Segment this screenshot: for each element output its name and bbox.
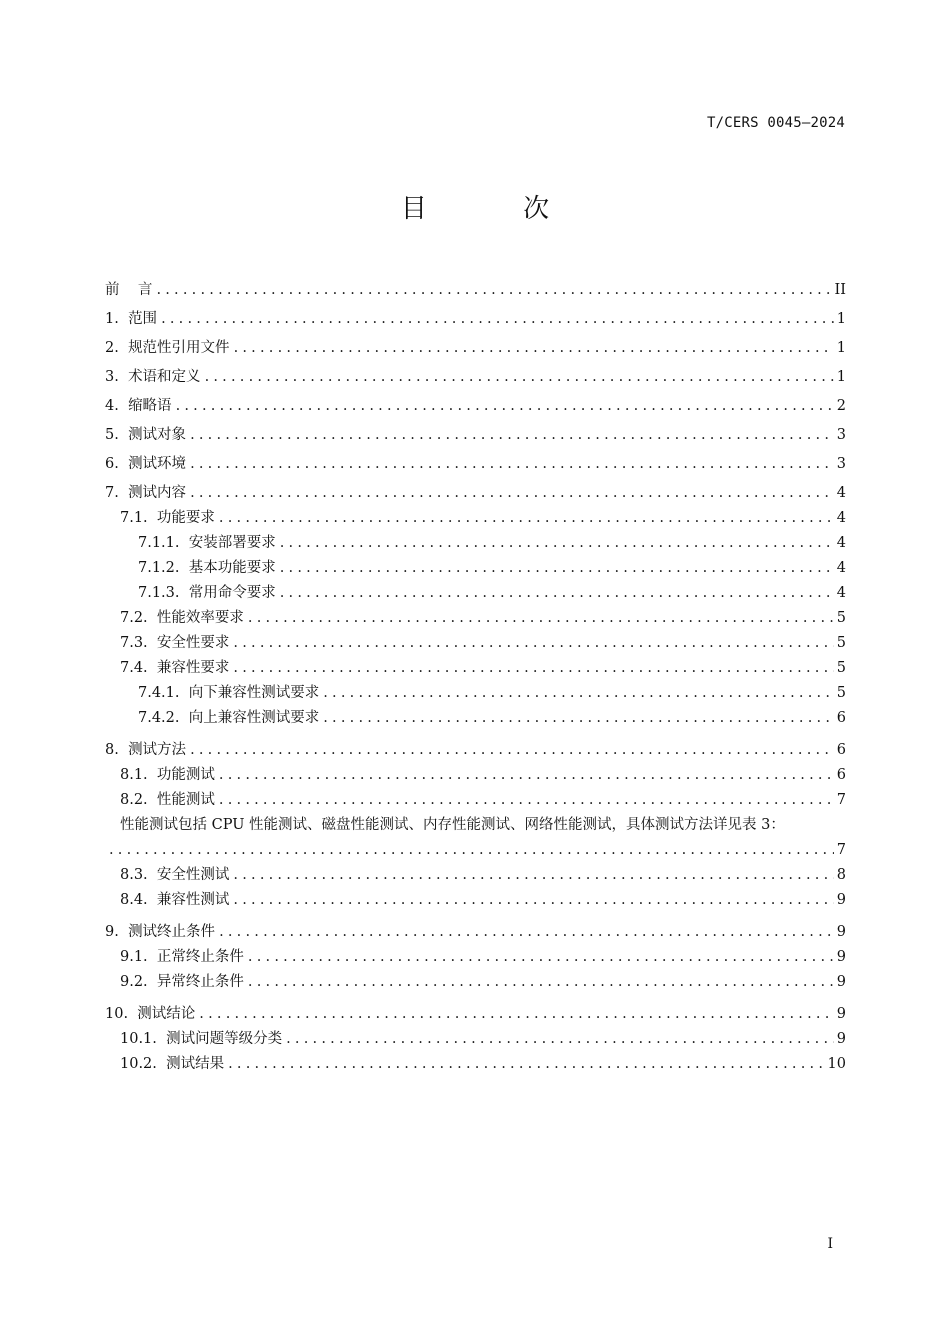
toc-entry-number: 6. <box>105 456 119 472</box>
toc-entry[interactable] <box>105 528 846 553</box>
toc-entry-page: 9 <box>836 949 846 965</box>
toc-entry-number: 1. <box>105 311 119 327</box>
toc-entry-number: 7.3. <box>120 635 148 651</box>
toc-entry-label: 功能测试 <box>156 767 215 783</box>
toc-entry-number: 4. <box>105 398 119 414</box>
toc-entry-spacer <box>157 1054 166 1074</box>
toc-entry-number: 10.2. <box>120 1056 157 1072</box>
toc-entry[interactable] <box>105 628 846 653</box>
toc-entry-page: 1 <box>836 340 846 356</box>
toc-entry-label: 异常终止条件 <box>156 974 244 990</box>
toc-entry-label: 性能效率要求 <box>156 610 244 626</box>
toc-entry[interactable] <box>105 271 846 300</box>
toc-entry-page: 9 <box>836 924 846 940</box>
toc-entry[interactable] <box>105 678 846 703</box>
toc-entry-spacer <box>148 947 157 967</box>
toc-entry-page: 9 <box>836 892 846 908</box>
toc-entry-page: 7 <box>836 792 846 808</box>
toc-leader-dots <box>161 309 834 329</box>
toc-leader-dots <box>109 840 834 860</box>
toc-entry-label: 规范性引用文件 <box>128 340 230 356</box>
toc-entry-label: 安全性测试 <box>156 867 230 883</box>
toc-entry[interactable] <box>105 703 846 728</box>
toc-entry-label: 测试环境 <box>128 456 187 472</box>
page-title: 目 次 <box>400 194 594 224</box>
toc-entry[interactable] <box>105 653 846 678</box>
toc-entry-spacer <box>148 608 157 628</box>
toc-entry-label: 兼容性测试 <box>156 892 230 908</box>
toc-entry-page: 1 <box>836 311 846 327</box>
toc-entry-number: 8.4. <box>120 892 148 908</box>
toc-entry-spacer <box>119 396 128 416</box>
toc-leader-dots <box>190 483 834 503</box>
toc-entry-page: 6 <box>836 710 846 726</box>
toc-entry[interactable] <box>105 728 846 760</box>
toc-leader-dots <box>280 558 834 578</box>
toc-entry-label: 安装部署要求 <box>188 535 276 551</box>
toc-entry-number: 7.2. <box>120 610 148 626</box>
toc-entry[interactable] <box>105 553 846 578</box>
toc-leader-dots <box>219 508 834 528</box>
toc-entry-label: 基本功能要求 <box>188 560 276 576</box>
toc-entry[interactable] <box>105 1024 846 1049</box>
toc-entry-number: 7.4.2. <box>138 710 180 726</box>
toc-entry-page: 9 <box>836 1006 846 1022</box>
toc-leader-dots <box>199 1004 833 1024</box>
toc-entry-label: 测试问题等级分类 <box>166 1031 283 1047</box>
toc-entry-number: 9.1. <box>120 949 148 965</box>
toc-entry-page: 1 <box>836 369 846 385</box>
toc-entry[interactable] <box>105 300 846 329</box>
toc-entry[interactable] <box>105 358 846 387</box>
toc-entry-spacer <box>128 1004 137 1024</box>
toc-entry-number: 8.3. <box>120 867 148 883</box>
toc-entry-label: 性能测试 <box>156 792 215 808</box>
toc-leader-dots <box>228 1054 824 1074</box>
toc-leader-dots <box>190 740 834 760</box>
toc-leader-dots <box>286 1029 834 1049</box>
toc-entry-spacer <box>148 890 157 910</box>
toc-entry-label: 范围 <box>128 311 158 327</box>
toc-leader-dots <box>323 708 834 728</box>
toc-entry-page: 5 <box>836 635 846 651</box>
toc-entry[interactable] <box>105 329 846 358</box>
toc-entry-page: 5 <box>836 660 846 676</box>
toc-entry-spacer <box>148 765 157 785</box>
toc-leader-dots <box>176 396 834 416</box>
toc-leader-dots <box>248 608 834 628</box>
toc-entry-label: 测试对象 <box>128 427 187 443</box>
toc-entry-label: 测试结果 <box>166 1056 225 1072</box>
toc-entry-spacer <box>119 922 128 942</box>
toc-entry-number: 7.1.1. <box>138 535 180 551</box>
toc-leader-dots <box>190 454 834 474</box>
toc-entry[interactable] <box>105 910 846 942</box>
toc-note <box>105 810 846 835</box>
toc-entry-number: 7.1. <box>120 510 148 526</box>
toc-entry-number: 8. <box>105 742 119 758</box>
toc-entry-label: 术语和定义 <box>128 369 201 385</box>
toc-entry-page: 4 <box>836 485 846 501</box>
toc-leader-dots <box>233 890 833 910</box>
toc-entry-spacer <box>148 658 157 678</box>
toc-entry-label: 正常终止条件 <box>156 949 244 965</box>
toc-entry-number: 8.2. <box>120 792 148 808</box>
toc-entry[interactable] <box>105 835 846 860</box>
toc-entry-spacer <box>180 683 189 703</box>
toc-entry[interactable] <box>105 1049 846 1074</box>
toc-entry-number: 10. <box>105 1006 129 1022</box>
document-code: T/CERS 0045—2024 <box>706 115 845 131</box>
toc-leader-dots <box>233 658 833 678</box>
toc-entry-spacer <box>119 454 128 474</box>
toc-leader-dots <box>233 865 833 885</box>
toc-entry-number: 9. <box>105 924 119 940</box>
toc-entry-label: 向上兼容性测试要求 <box>188 710 320 726</box>
toc-entry-spacer <box>148 865 157 885</box>
toc-entry-spacer <box>180 558 189 578</box>
toc-entry-spacer <box>180 583 189 603</box>
toc-leader-dots <box>233 633 833 653</box>
toc-entry-page: 5 <box>836 685 846 701</box>
toc-entry[interactable] <box>105 760 846 785</box>
toc-leader-dots <box>219 765 834 785</box>
toc-leader-dots <box>205 367 834 387</box>
toc-leader-dots <box>248 972 834 992</box>
page-number: I <box>827 1236 833 1252</box>
toc-entry-page: 4 <box>836 585 846 601</box>
toc-entry-number: 7.4.1. <box>138 685 180 701</box>
toc-leader-dots <box>280 533 834 553</box>
toc-entry[interactable] <box>105 992 846 1024</box>
toc-entry[interactable] <box>105 474 846 503</box>
toc-entry-spacer <box>148 972 157 992</box>
toc-entry-label: 常用命令要求 <box>188 585 276 601</box>
toc-entry-number: 7.1.2. <box>138 560 180 576</box>
toc-entry[interactable] <box>105 387 846 416</box>
toc-entry-page: 2 <box>836 398 846 414</box>
toc-entry-spacer <box>148 790 157 810</box>
toc-leader-dots <box>156 280 831 300</box>
toc-entry-number: 8.1. <box>120 767 148 783</box>
toc-entry-page: 3 <box>836 456 846 472</box>
toc-entry-spacer <box>148 633 157 653</box>
toc-entry-page: 5 <box>836 610 846 626</box>
toc-entry-spacer <box>119 483 128 503</box>
toc-entry-spacer <box>119 367 128 387</box>
toc-entry-page: 4 <box>836 560 846 576</box>
toc-entry[interactable] <box>105 503 846 528</box>
toc-entry[interactable] <box>105 785 846 810</box>
toc-entry[interactable] <box>105 603 846 628</box>
toc-entry-page: 6 <box>836 742 846 758</box>
toc-entry[interactable] <box>105 578 846 603</box>
toc-entry-spacer <box>157 1029 166 1049</box>
toc-entry-page: 4 <box>836 510 846 526</box>
toc-entry-number: 3. <box>105 369 119 385</box>
toc-entry-spacer <box>180 708 189 728</box>
toc-entry-page: 3 <box>836 427 846 443</box>
toc-entry-label: 测试终止条件 <box>128 924 216 940</box>
toc-entry-page: 8 <box>836 867 846 883</box>
toc-entry-spacer <box>119 338 128 358</box>
toc-leader-dots <box>219 922 834 942</box>
toc-entry-number: 7.4. <box>120 660 148 676</box>
toc-entry-page: 10 <box>827 1056 846 1072</box>
toc-entry-spacer <box>148 508 157 528</box>
toc-entry-number: 7.1.3. <box>138 585 180 601</box>
toc-entry-label: 测试方法 <box>128 742 187 758</box>
toc-entry-label: 测试内容 <box>128 485 187 501</box>
toc-entry-number: 9.2. <box>120 974 148 990</box>
toc-leader-dots <box>280 583 834 603</box>
toc-entry-label: 安全性要求 <box>156 635 230 651</box>
toc-entry-number: 10.1. <box>120 1031 157 1047</box>
toc-entry-label: 前 言 <box>105 282 153 298</box>
toc-entry[interactable] <box>105 445 846 474</box>
toc-leader-dots <box>323 683 834 703</box>
toc-leader-dots <box>219 790 834 810</box>
toc-entry-number: 2. <box>105 340 119 356</box>
toc-entry-spacer <box>119 309 128 329</box>
toc-entry-label: 兼容性要求 <box>156 660 230 676</box>
toc-leader-dots <box>234 338 834 358</box>
toc-entry-page: 7 <box>836 842 846 858</box>
toc-entry-label: 向下兼容性测试要求 <box>188 685 320 701</box>
toc-note-text: 性能测试包括 CPU 性能测试、磁盘性能测试、内存性能测试、网络性能测试，具体测试方法详见表 3： <box>120 817 785 833</box>
toc-entry-page: 4 <box>836 535 846 551</box>
toc-entry-page: 9 <box>836 1031 846 1047</box>
toc-entry-spacer <box>119 425 128 445</box>
toc-entry[interactable] <box>105 942 846 967</box>
toc-leader-dots <box>248 947 834 967</box>
toc-entry-page: 6 <box>836 767 846 783</box>
toc-entry-number: 7. <box>105 485 119 501</box>
toc-entry-label: 缩略语 <box>128 398 172 414</box>
toc-entry[interactable] <box>105 885 846 910</box>
toc-entry[interactable] <box>105 967 846 992</box>
toc-entry-label: 功能要求 <box>156 510 215 526</box>
toc-entry[interactable] <box>105 860 846 885</box>
toc-entry[interactable] <box>105 416 846 445</box>
toc-entry-page: II <box>834 282 846 298</box>
toc-entry-number: 5. <box>105 427 119 443</box>
table-of-contents <box>105 271 846 1074</box>
toc-leader-dots <box>190 425 834 445</box>
toc-entry-page: 9 <box>836 974 846 990</box>
toc-entry-spacer <box>180 533 189 553</box>
toc-entry-spacer <box>119 740 128 760</box>
toc-entry-label: 测试结论 <box>137 1006 196 1022</box>
